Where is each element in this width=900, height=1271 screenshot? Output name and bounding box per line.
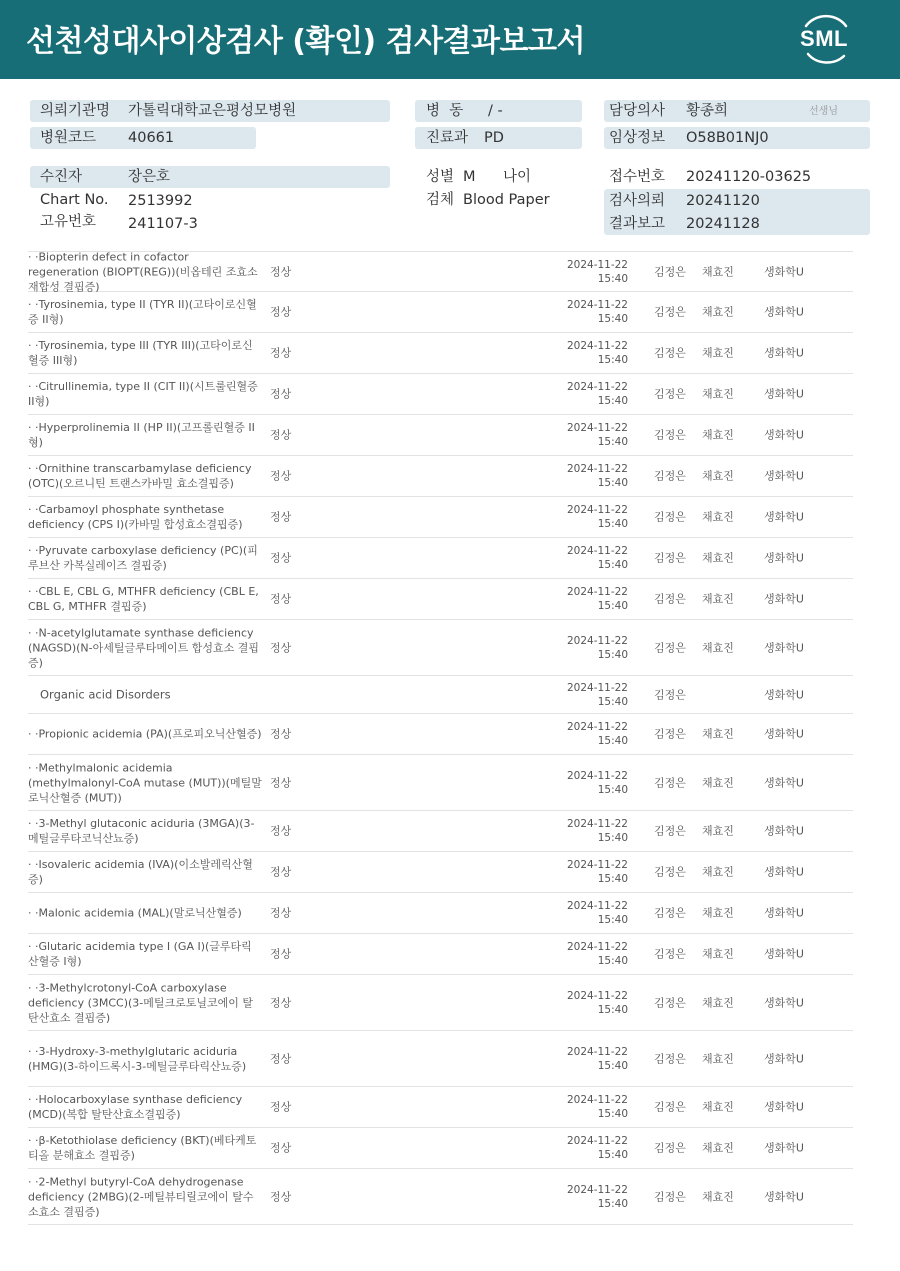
result-row xyxy=(28,852,853,893)
staff-name: 김정은 xyxy=(654,776,686,789)
result-status: 정상 xyxy=(270,996,292,1009)
result-date: 2024-11-22 xyxy=(566,586,628,598)
result-time: 15:40 xyxy=(597,873,628,885)
result-status: 정상 xyxy=(270,305,292,319)
report-date-label: 결과보고 xyxy=(609,216,666,232)
lab-dept: 생화학U xyxy=(764,776,804,789)
collector-name: 채효진 xyxy=(702,996,734,1009)
test-name: · ·Holocarboxylase synthase deficiency (MCD)(복합 탈탄산효소결핍증) xyxy=(28,1093,243,1121)
result-time: 15:40 xyxy=(597,1059,628,1072)
result-time: 15:40 xyxy=(597,648,628,661)
result-row xyxy=(28,1128,853,1169)
result-row xyxy=(28,755,853,811)
clinical-info-label: 임상정보 xyxy=(609,130,666,146)
result-datetime xyxy=(548,298,628,326)
test-name: · ·Isovaleric acidemia (IVA)(이소발레릭산혈증) xyxy=(28,858,253,886)
test-name: · ·Ornithine transcarbamylase deficiency (OTC)(오르니틴 트랜스카바밀 효소결핍증) xyxy=(28,462,252,490)
institution-label: 의뢰기관명 xyxy=(40,103,111,119)
result-datetime xyxy=(548,380,628,408)
result-time: 15:40 xyxy=(597,477,628,489)
unique-value: 241107-3 xyxy=(128,216,198,232)
staff-name: 김정은 xyxy=(654,727,686,741)
lab-dept: 생화학U xyxy=(764,510,804,524)
result-status: 정상 xyxy=(270,865,292,879)
lab-dept: 생화학U xyxy=(764,1100,804,1114)
staff-name: 김정은 xyxy=(654,1190,686,1203)
result-status: 정상 xyxy=(270,1190,292,1203)
result-row xyxy=(28,1169,853,1225)
result-time: 15:40 xyxy=(597,914,628,926)
doctor-value: 황종희 xyxy=(686,103,729,119)
lab-dept: 생화학U xyxy=(764,469,804,483)
staff-name: 김정은 xyxy=(654,428,686,442)
result-row xyxy=(28,538,853,579)
test-name: · ·2-Methyl butyryl-CoA dehydrogenase deficiency (2MBG)(2-메틸뷰티릴코에이 탈수소효소 결핍증) xyxy=(28,1175,254,1218)
result-datetime xyxy=(548,462,628,490)
test-name: Organic acid Disorders xyxy=(40,687,171,701)
patient-pill xyxy=(30,166,390,188)
result-datetime xyxy=(548,899,628,927)
logo-text: SML xyxy=(800,26,848,51)
hospital-code-value: 40661 xyxy=(128,130,175,146)
result-time: 15:40 xyxy=(597,354,628,366)
test-name: · ·Citrullinemia, type II (CIT II)(시트룰린혈증 II형) xyxy=(28,380,258,408)
staff-name: 김정은 xyxy=(654,1141,686,1155)
staff-name: 김정은 xyxy=(654,641,686,654)
collector-name: 채효진 xyxy=(702,1100,734,1114)
collector-name: 채효진 xyxy=(702,305,734,319)
result-row xyxy=(28,292,853,333)
result-date: 2024-11-22 xyxy=(566,1045,628,1058)
result-datetime xyxy=(548,940,628,968)
test-name: · ·β-Ketothiolase deficiency (BKT)(베타케토티올 분해효소 결핍증) xyxy=(28,1134,257,1162)
staff-name: 김정은 xyxy=(654,265,686,278)
staff-name: 김정은 xyxy=(654,510,686,524)
collector-name: 채효진 xyxy=(702,824,734,838)
test-name: · ·Hyperprolinemia II (HP II)(고프롤린혈증 II형) xyxy=(28,421,255,449)
test-name: · ·Pyruvate carboxylase deficiency (PC)(피루브산 카복실레이즈 결핍증) xyxy=(28,544,258,572)
result-status: 정상 xyxy=(270,469,292,483)
test-name: · ·3-Methyl glutaconic aciduria (3MGA)(3-메틸글루타코닉산뇨증) xyxy=(28,817,255,845)
result-date: 2024-11-22 xyxy=(566,381,628,393)
result-datetime xyxy=(548,769,628,797)
collector-name: 채효진 xyxy=(702,1141,734,1155)
specimen-value: Blood Paper xyxy=(463,192,550,208)
result-status: 정상 xyxy=(270,265,292,278)
result-time: 15:40 xyxy=(597,395,628,407)
result-datetime xyxy=(548,544,628,572)
result-datetime xyxy=(548,681,628,709)
result-date: 2024-11-22 xyxy=(566,545,628,557)
report-date-value: 20241128 xyxy=(686,216,760,232)
result-date: 2024-11-22 xyxy=(566,504,628,516)
specimen-label: 검체 xyxy=(426,192,455,208)
result-time: 15:40 xyxy=(597,436,628,448)
result-datetime xyxy=(548,258,628,286)
lab-dept: 생화학U xyxy=(764,428,804,442)
lab-dept: 생화학U xyxy=(764,1141,804,1155)
result-row xyxy=(28,811,853,852)
collector-name: 채효진 xyxy=(702,1052,734,1065)
collector-name: 채효진 xyxy=(702,947,734,961)
collector-name: 채효진 xyxy=(702,641,734,654)
result-datetime xyxy=(548,1093,628,1121)
result-date: 2024-11-22 xyxy=(566,258,628,271)
doctor-suffix: 선생님 xyxy=(809,106,838,117)
staff-name: 김정은 xyxy=(654,346,686,360)
collector-name: 채효진 xyxy=(702,865,734,879)
hospital-code-label: 병원코드 xyxy=(40,130,97,146)
sex-value: M xyxy=(463,169,476,185)
test-name: · ·N-acetylglutamate synthase deficiency (NAGSD)(N-아세틸글루타메이트 합성효소 결핍증) xyxy=(28,626,259,669)
result-status: 정상 xyxy=(270,727,292,741)
result-row xyxy=(28,975,853,1031)
lab-dept: 생화학U xyxy=(764,947,804,961)
result-time: 15:40 xyxy=(597,272,628,285)
result-datetime xyxy=(548,1045,628,1073)
chart-value: 2513992 xyxy=(128,193,193,209)
lab-dept: 생화학U xyxy=(764,305,804,319)
lab-dept: 생화학U xyxy=(764,865,804,879)
staff-name: 김정은 xyxy=(654,305,686,319)
result-status: 정상 xyxy=(270,592,292,606)
receipt-label: 접수번호 xyxy=(609,169,666,185)
test-name: · ·Tyrosinemia, type III (TYR III)(고타이로신혈증 III형) xyxy=(28,339,253,367)
ward-value: / - xyxy=(488,103,503,119)
result-time: 15:40 xyxy=(597,313,628,325)
result-time: 15:40 xyxy=(597,600,628,612)
test-name: · ·Tyrosinemia, type II (TYR II)(고타이로신혈증 II형) xyxy=(28,298,257,326)
staff-name: 김정은 xyxy=(654,592,686,606)
lab-dept: 생화학U xyxy=(764,688,804,701)
result-date: 2024-11-22 xyxy=(566,422,628,434)
result-status: 정상 xyxy=(270,776,292,789)
lab-dept: 생화학U xyxy=(764,641,804,654)
staff-name: 김정은 xyxy=(654,996,686,1009)
result-status: 정상 xyxy=(270,510,292,524)
collector-name: 채효진 xyxy=(702,906,734,920)
result-date: 2024-11-22 xyxy=(566,681,628,694)
collector-name: 채효진 xyxy=(702,1190,734,1203)
result-date: 2024-11-22 xyxy=(566,721,628,733)
lab-dept: 생화학U xyxy=(764,906,804,920)
result-datetime xyxy=(548,1134,628,1162)
result-row xyxy=(28,714,853,755)
result-time: 15:40 xyxy=(597,518,628,530)
result-row xyxy=(28,497,853,538)
test-name: · ·Malonic acidemia (MAL)(말로닉산혈증) xyxy=(28,906,242,920)
lab-dept: 생화학U xyxy=(764,727,804,741)
ward-label: 병 동 xyxy=(426,103,464,119)
test-name: · ·3-Hydroxy-3-methylglutaric aciduria (HMG)(3-하이드록시-3-메틸글루타릭산뇨증) xyxy=(28,1044,247,1073)
lab-dept: 생화학U xyxy=(764,265,804,278)
lab-dept: 생화학U xyxy=(764,551,804,565)
result-date: 2024-11-22 xyxy=(566,859,628,871)
result-time: 15:40 xyxy=(597,1197,628,1210)
result-time: 15:40 xyxy=(597,695,628,708)
age-label: 나이 xyxy=(503,169,532,185)
collector-name: 채효진 xyxy=(702,551,734,565)
result-time: 15:40 xyxy=(597,832,628,844)
result-date: 2024-11-22 xyxy=(566,1094,628,1106)
result-status: 정상 xyxy=(270,824,292,838)
result-row xyxy=(28,620,853,676)
staff-name: 김정은 xyxy=(654,551,686,565)
result-time: 15:40 xyxy=(597,1149,628,1161)
doctor-label: 담당의사 xyxy=(609,103,666,119)
department-label: 진료과 xyxy=(426,130,469,146)
result-date: 2024-11-22 xyxy=(566,818,628,830)
test-name: · ·Methylmalonic acidemia (methylmalonyl-CoA mutase (MUT))(메틸말로닉산혈증 (MUT)) xyxy=(28,761,262,804)
request-label: 검사의뢰 xyxy=(609,193,666,209)
lab-dept: 생화학U xyxy=(764,1190,804,1203)
result-datetime xyxy=(548,989,628,1017)
result-date: 2024-11-22 xyxy=(566,340,628,352)
sex-label: 성별 xyxy=(426,169,455,185)
department-value: PD xyxy=(484,130,504,146)
staff-name: 김정은 xyxy=(654,469,686,483)
result-row xyxy=(28,579,853,620)
result-time: 15:40 xyxy=(597,955,628,967)
result-row xyxy=(28,251,853,292)
result-datetime xyxy=(548,720,628,748)
staff-name: 김정은 xyxy=(654,824,686,838)
request-value: 20241120 xyxy=(686,193,760,209)
lab-dept: 생화학U xyxy=(764,996,804,1009)
staff-name: 김정은 xyxy=(654,387,686,401)
result-status: 정상 xyxy=(270,641,292,654)
report-title: 선천성대사이상검사 (확인) 검사결과보고서 xyxy=(26,24,585,59)
test-name: · ·Biopterin defect in cofactor regeneration (BIOPT(REG))(비옵테린 조효소 재합성 결핍증) xyxy=(28,250,258,293)
receipt-value: 20241120-03625 xyxy=(686,169,812,185)
collector-name: 채효진 xyxy=(702,727,734,741)
lab-dept: 생화학U xyxy=(764,824,804,838)
result-time: 15:40 xyxy=(597,559,628,571)
result-date: 2024-11-22 xyxy=(566,989,628,1002)
result-time: 15:40 xyxy=(597,735,628,747)
result-datetime xyxy=(548,503,628,531)
result-status: 정상 xyxy=(270,387,292,401)
unique-label: 고유번호 xyxy=(40,214,97,230)
staff-name: 김정은 xyxy=(654,865,686,879)
result-datetime xyxy=(548,421,628,449)
collector-name: 채효진 xyxy=(702,592,734,606)
staff-name: 김정은 xyxy=(654,688,686,701)
collector-name: 채효진 xyxy=(702,469,734,483)
result-datetime xyxy=(548,858,628,886)
result-row xyxy=(28,893,853,934)
lab-dept: 생화학U xyxy=(764,346,804,360)
collector-name: 채효진 xyxy=(702,510,734,524)
result-status: 정상 xyxy=(270,1141,292,1155)
result-row xyxy=(28,1031,853,1087)
result-status: 정상 xyxy=(270,1100,292,1114)
result-datetime xyxy=(548,634,628,662)
result-time: 15:40 xyxy=(597,1003,628,1016)
result-date: 2024-11-22 xyxy=(566,463,628,475)
test-name: · ·Carbamoyl phosphate synthetase deficiency (CPS I)(카바밀 합성효소결핍증) xyxy=(28,503,243,531)
staff-name: 김정은 xyxy=(654,947,686,961)
collector-name: 채효진 xyxy=(702,387,734,401)
result-status: 정상 xyxy=(270,947,292,961)
result-status: 정상 xyxy=(270,1052,292,1065)
staff-name: 김정은 xyxy=(654,1100,686,1114)
collector-name: 채효진 xyxy=(702,265,734,278)
lab-dept: 생화학U xyxy=(764,1052,804,1065)
result-datetime xyxy=(548,339,628,367)
lab-dept: 생화학U xyxy=(764,592,804,606)
patient-label: 수진자 xyxy=(40,169,83,185)
chart-label: Chart No. xyxy=(40,192,109,208)
result-date: 2024-11-22 xyxy=(566,769,628,782)
result-row xyxy=(28,1087,853,1128)
result-row xyxy=(28,333,853,374)
result-row xyxy=(28,456,853,497)
result-datetime xyxy=(548,817,628,845)
result-row xyxy=(28,415,853,456)
collector-name: 채효진 xyxy=(702,776,734,789)
staff-name: 김정은 xyxy=(654,1052,686,1065)
result-row xyxy=(28,676,853,714)
test-name: · ·3-Methylcrotonyl-CoA carboxylase deficiency (3MCC)(3-메틸크로토닐코에이 탈탄산효소 결핍증) xyxy=(28,981,254,1024)
clinical-info-value: O58B01NJ0 xyxy=(686,130,769,146)
result-date: 2024-11-22 xyxy=(566,634,628,647)
staff-name: 김정은 xyxy=(654,906,686,920)
lab-dept: 생화학U xyxy=(764,387,804,401)
report-header xyxy=(0,0,900,79)
results-table xyxy=(28,251,853,1225)
result-status: 정상 xyxy=(270,551,292,565)
result-date: 2024-11-22 xyxy=(566,941,628,953)
result-date: 2024-11-22 xyxy=(566,1135,628,1147)
result-status: 정상 xyxy=(270,346,292,360)
result-date: 2024-11-22 xyxy=(566,299,628,311)
collector-name: 채효진 xyxy=(702,346,734,360)
result-time: 15:40 xyxy=(597,783,628,796)
institution-value: 가톨릭대학교은평성모병원 xyxy=(128,103,297,119)
test-name: · ·Glutaric acidemia type I (GA I)(글루타릭산혈증 I형) xyxy=(28,940,252,968)
result-status: 정상 xyxy=(270,428,292,442)
sml-logo xyxy=(796,12,856,66)
result-date: 2024-11-22 xyxy=(566,900,628,912)
result-date: 2024-11-22 xyxy=(566,1183,628,1196)
result-status: 정상 xyxy=(270,906,292,920)
result-row xyxy=(28,934,853,975)
test-name: · ·Propionic acidemia (PA)(프로피오닉산혈증) xyxy=(28,727,262,741)
result-datetime xyxy=(548,585,628,613)
result-row xyxy=(28,374,853,415)
collector-name: 채효진 xyxy=(702,428,734,442)
test-name: · ·CBL E, CBL G, MTHFR deficiency (CBL E, CBL G, MTHFR 결핍증) xyxy=(28,585,259,613)
patient-value: 장은호 xyxy=(128,169,171,185)
result-datetime xyxy=(548,1183,628,1211)
result-time: 15:40 xyxy=(597,1108,628,1120)
